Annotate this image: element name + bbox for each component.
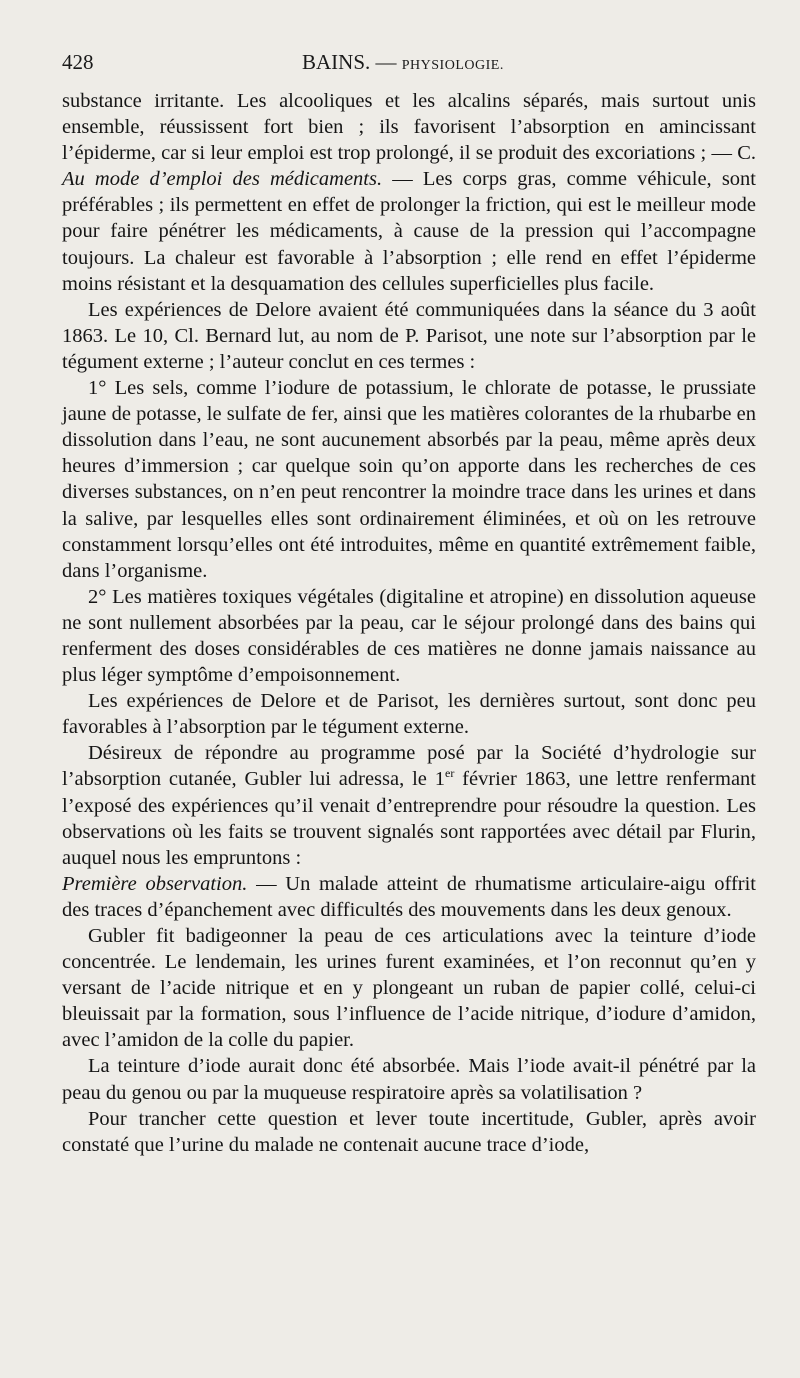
paragraph-1-italic: Au mode d’emploi des médicaments. — [62, 168, 383, 191]
paragraph-8: Gubler fit badigeonner la peau de ces articulations avec la teinture d’iode concentrée. Le lendemain, les urines furent examinées, et l’on reconnut qu’en y versant de l’acide nitrique et en y plongeant un ruban de papier collé, celui-ci bleuissait par la formation, sous l’influence de l’acide nitrique, d’iodure d’amidon, avec l’amidon de la colle du papier. — [62, 925, 756, 1052]
paragraph-7-text-b: — Un malade atteint de rhumatisme articulaire-aigu offrit des traces d’épanchement avec difficultés des mouvements dans les deux genoux. — [62, 872, 756, 921]
paragraph-7-italic: Première observation. — [62, 872, 248, 895]
paragraph-1-text-a: substance irritante. Les alcooliques et les alcalins séparés, mais surtout unis ensemble, réussissent fort bien ; ils favorisent l’absorption en amincissant l’épiderme, car si leur emploi est trop prolongé, il se produit des excoriations ; — C. — [62, 90, 756, 165]
paragraph-6-text-a: Désireux de répondre au programme posé par la Société d’hydrologie sur l’absorption cutanée, Gubler lui adressa, le 1 — [62, 742, 756, 791]
paragraph-7 — [62, 871, 756, 923]
paragraph-1-text-b: — Les corps gras, comme véhicule, sont préférables ; ils permettent en effet de prolonger la friction, qui est le meilleur mode pour faire pénétrer les médicaments, à cause de la pression qui l’accompagne toujours. La chaleur est favorable à l’absorption ; elle rend en effet l’épiderme moins résistant et la desquamation des cellules superficielles plus facile. — [62, 168, 756, 295]
paragraph-6-superscript: er — [445, 766, 455, 781]
paragraph-2: Les expériences de Delore avaient été communiquées dans la séance du 3 août 1863. Le 10, Cl. Bernard lut, au nom de P. Parisot, une note sur l’absorption par le tégument externe ; l’auteur conclut en ces termes : — [62, 298, 756, 373]
paragraph-3: 1° Les sels, comme l’iodure de potassium, le chlorate de potasse, le prussiate jaune de potasse, le sulfate de fer, ainsi que les matières colorantes de la rhubarbe en dissolution dans l’eau, ne sont aucunement absorbés par la peau, même après deux heures d’immersion ; car quelque soin qu’on apporte dans les recherches de ces diverses substances, on n’en peut rencontrer la moindre trace dans les urines et dans la salive, par lesquelles elles sont ordinairement éliminées, et où on les retrouve constamment lorsqu’elles ont été introduites, même en quantité extrêmement faible, dans l’organisme. — [62, 377, 756, 582]
paragraph-4: 2° Les matières toxiques végétales (digitaline et atropine) en dissolution aqueuse ne sont nullement absorbées par la peau, car le séjour prolongé dans des bains qui renferment des doses considérables de ces matières ne donne jamais naissance au plus léger symptôme d’empoisonnement. — [62, 585, 756, 687]
paragraph-6 — [62, 740, 756, 870]
running-title-main: BAINS. — [302, 50, 371, 74]
paragraph-1 — [62, 88, 756, 297]
running-title-section: PHYSIOLOGIE. — [401, 58, 504, 73]
running-head — [62, 50, 756, 80]
page-number: 428 — [62, 50, 94, 74]
paragraph-9: La teinture d’iode aurait donc été absorbée. Mais l’iode avait-il pénétré par la peau du genou ou par la muqueuse respiratoire après sa volatilisation ? — [62, 1055, 756, 1104]
body-text — [62, 88, 756, 1158]
paragraph-5: Les expériences de Delore et de Parisot, les dernières surtout, sont donc peu favorables à l’absorption par le tégument externe. — [62, 690, 756, 739]
paragraph-6-text-b: février 1863, une lettre renfermant l’exposé des expériences qu’il venait d’entreprendre pour résoudre la question. Les observations où les faits se trouvent signalés sont rapportées avec détail par Flurin, auquel nous les empruntons : — [62, 768, 756, 869]
running-title — [302, 50, 504, 75]
paragraph-10: Pour trancher cette question et lever toute incertitude, Gubler, après avoir constaté que l’urine du malade ne contenait aucune trace d’iode, — [62, 1107, 756, 1156]
running-title-dash: — — [370, 50, 402, 74]
